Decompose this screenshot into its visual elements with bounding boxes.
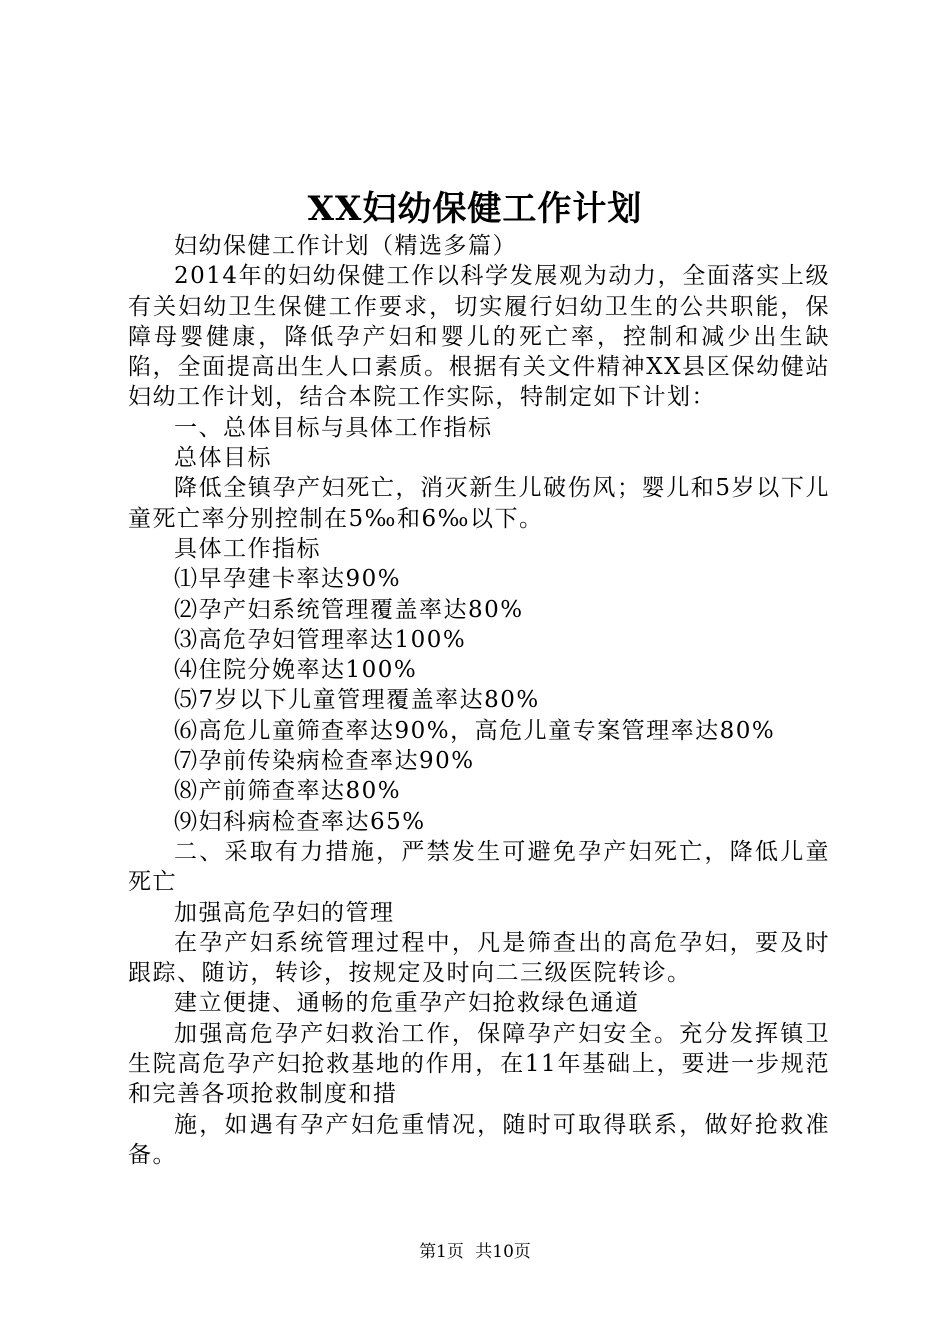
indicator-item: ⑸7岁以下儿童管理覆盖率达80% (174, 687, 540, 714)
indicator-item: ⑻产前筛查率达80% (174, 778, 402, 805)
indicator-item: ⑵孕产妇系统管理覆盖率达80% (174, 596, 524, 623)
subheading-indicators: 具体工作指标 (174, 535, 321, 562)
subheading-high-risk: 加强高危孕妇的管理 (174, 899, 395, 926)
section-heading-1: 一、总体目标与具体工作指标 (174, 414, 493, 441)
page-number: 第1页 (419, 1242, 464, 1262)
document-title: XX妇幼保健工作计划 (307, 189, 643, 229)
paragraph-rescue: 加强高危孕产妇救治工作，保障孕产妇安全。充分发挥镇卫生院高危孕产妇抢救基地的作用，在11年基础上，要进一步规范和完善各项抢救制度和措 (128, 1020, 830, 1108)
document-body (128, 231, 830, 1170)
paragraph-rescue-continued: 施，如遇有孕产妇危重情况，随时可取得联系，做好抢救准备。 (128, 1111, 830, 1168)
page-footer (0, 1240, 950, 1264)
indicator-item: ⑹高危儿童筛查率达90%，高危儿童专案管理率达80% (174, 717, 776, 744)
indicator-item: ⑺孕前传染病检查率达90% (174, 748, 475, 775)
page-total: 共10页 (475, 1242, 531, 1262)
indicator-item: ⑼妇科病检查率达65% (174, 808, 426, 835)
indicator-item: ⑷住院分娩率达100% (174, 657, 418, 684)
paragraph-subtitle: 妇幼保健工作计划（精选多篇） (174, 233, 517, 259)
subheading-overall-goal: 总体目标 (174, 445, 272, 472)
indicator-item: ⑴早孕建卡率达90% (174, 566, 402, 593)
section-heading-2: 二、采取有力措施，严禁发生可避免孕产妇死亡，降低儿童死亡 (128, 838, 830, 896)
indicator-item: ⑶高危孕妇管理率达100% (174, 626, 467, 653)
subheading-green-channel: 建立便捷、通畅的危重孕产妇抢救绿色通道 (174, 990, 640, 1017)
paragraph-high-risk: 在孕产妇系统管理过程中，凡是筛查出的高危孕妇，要及时跟踪、随访，转诊，按规定及时向二三级医院转诊。 (128, 929, 830, 987)
paragraph-intro: 2014年的妇幼保健工作以科学发展观为动力，全面落实上级有关妇幼卫生保健工作要求，切实履行妇幼卫生的公共职能，保障母婴健康，降低孕产妇和婴儿的死亡率，控制和减少出生缺陷，全面提高出生人口素质。根据有关文件精神XX县区保幼健站妇幼工作计划，结合本院工作实际，特制定如下计划： (128, 263, 830, 411)
paragraph-overall-goal: 降低全镇孕产妇死亡，消灭新生儿破伤风；婴儿和5岁以下儿童死亡率分别控制在5‰和6‰以下。 (128, 475, 830, 532)
